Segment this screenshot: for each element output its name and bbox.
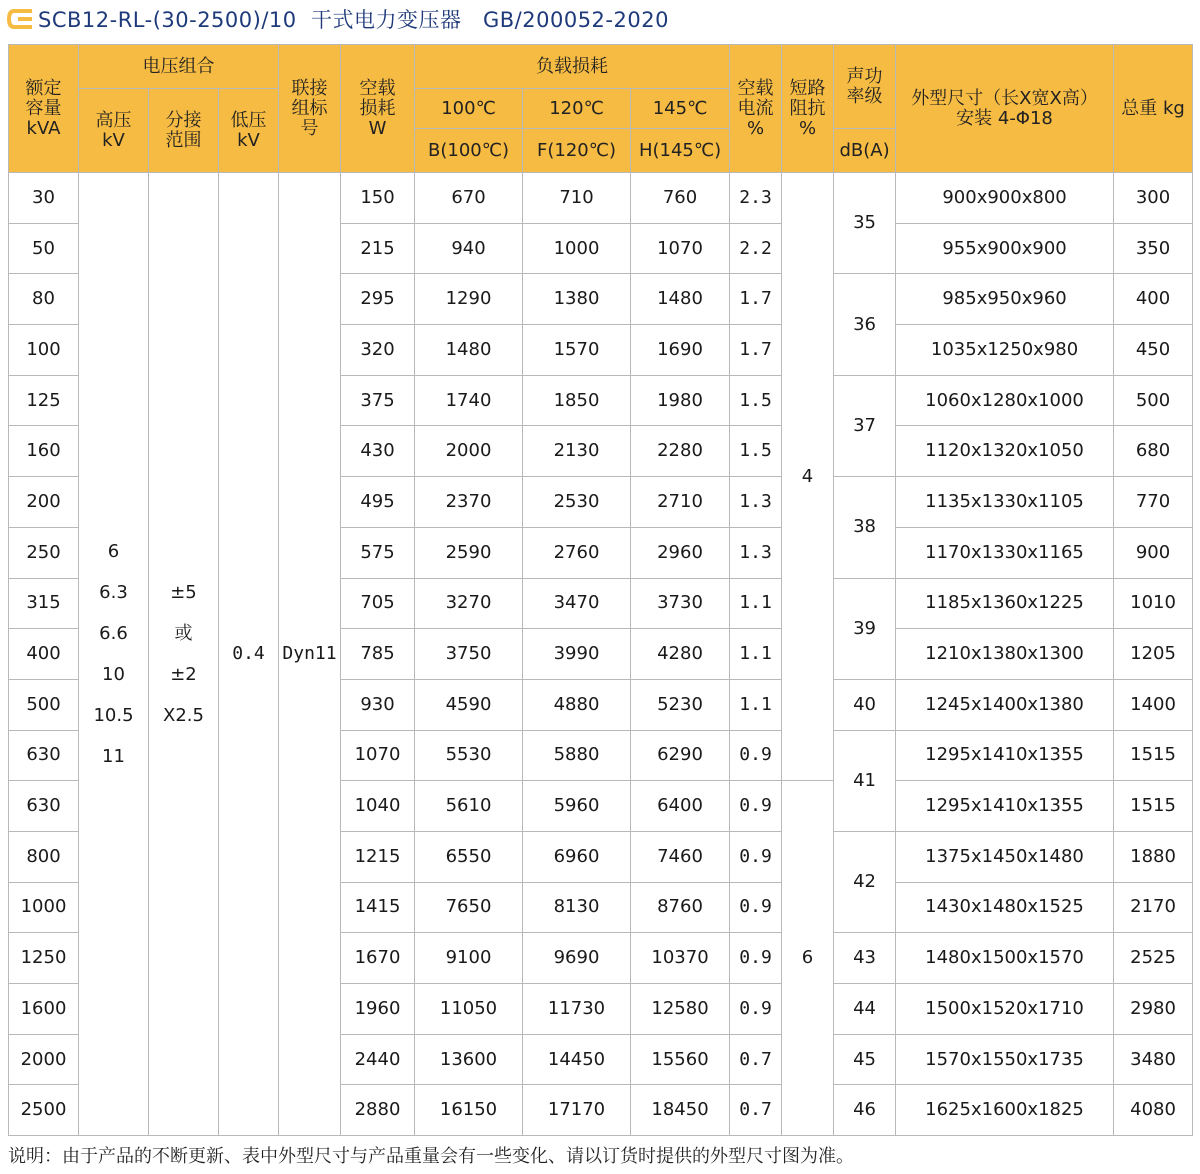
tap-range-cell-line: ±2: [170, 664, 197, 686]
tap-range-cell-line: 或: [174, 623, 193, 645]
load-loss-f-cell: 8130: [523, 882, 631, 933]
no-load-loss-cell: 1215: [341, 831, 415, 882]
hv-values-cell: [79, 173, 149, 1136]
load-loss-h-cell: 12580: [631, 984, 730, 1035]
weight-cell: 900: [1114, 527, 1193, 578]
capacity-cell: 50: [9, 223, 79, 274]
dimensions-cell: 985x950x960: [896, 274, 1114, 325]
sound-level-cell: 43: [834, 933, 896, 984]
header-sound-unit: dB(A): [834, 129, 896, 173]
load-loss-f-cell: 1570: [523, 325, 631, 376]
no-load-loss-cell: 150: [341, 173, 415, 224]
header-temp-100: 100℃: [415, 89, 523, 129]
weight-cell: 350: [1114, 223, 1193, 274]
no-load-loss-cell: 495: [341, 477, 415, 528]
load-loss-f-cell: 3990: [523, 629, 631, 680]
capacity-cell: 2500: [9, 1085, 79, 1136]
no-load-loss-cell: 1070: [341, 730, 415, 781]
capacity-cell: 630: [9, 781, 79, 832]
load-loss-h-cell: 2280: [631, 426, 730, 477]
dimensions-cell: 1135x1330x1105: [896, 477, 1114, 528]
header-tap-range: 分接 范围: [149, 89, 219, 173]
no-load-loss-cell: 785: [341, 629, 415, 680]
sound-level-cell: 37: [834, 375, 896, 476]
load-loss-b-cell: 9100: [415, 933, 523, 984]
header-class-f: F(120℃): [523, 129, 631, 173]
no-load-current-cell: 1.7: [730, 325, 782, 376]
impedance-cell: 4: [782, 173, 834, 781]
no-load-current-cell: 1.3: [730, 527, 782, 578]
load-loss-b-cell: 2590: [415, 527, 523, 578]
tap-range-cell: [149, 173, 219, 1136]
no-load-current-cell: 1.1: [730, 679, 782, 730]
header-no-load-loss: 空载 损耗 W: [341, 45, 415, 173]
load-loss-b-cell: 670: [415, 173, 523, 224]
header-load-loss: 负载损耗: [415, 45, 730, 89]
lv-value-cell: 0.4: [219, 173, 279, 1136]
no-load-current-cell: 0.9: [730, 730, 782, 781]
capacity-cell: 1250: [9, 933, 79, 984]
weight-cell: 1515: [1114, 781, 1193, 832]
load-loss-f-cell: 710: [523, 173, 631, 224]
impedance-cell: 6: [782, 781, 834, 1136]
load-loss-h-cell: 6290: [631, 730, 730, 781]
load-loss-f-cell: 1380: [523, 274, 631, 325]
load-loss-f-cell: 9690: [523, 933, 631, 984]
sound-level-cell: 36: [834, 274, 896, 375]
no-load-loss-cell: 295: [341, 274, 415, 325]
load-loss-b-cell: 1290: [415, 274, 523, 325]
load-loss-f-cell: 14450: [523, 1034, 631, 1085]
no-load-loss-cell: 575: [341, 527, 415, 578]
no-load-current-cell: 0.9: [730, 984, 782, 1035]
no-load-current-cell: 0.9: [730, 831, 782, 882]
load-loss-b-cell: 5530: [415, 730, 523, 781]
load-loss-h-cell: 5230: [631, 679, 730, 730]
capacity-cell: 100: [9, 325, 79, 376]
no-load-loss-cell: 1960: [341, 984, 415, 1035]
footnote: 说明：由于产品的不断更新、表中外型尺寸与产品重量会有一些变化、请以订货时提供的外型尺寸图为准。: [8, 1146, 854, 1167]
dimensions-cell: 1570x1550x1735: [896, 1034, 1114, 1085]
load-loss-b-cell: 1740: [415, 375, 523, 426]
dimensions-cell: 1500x1520x1710: [896, 984, 1114, 1035]
hv-values-cell-line: 10: [102, 664, 125, 686]
no-load-current-cell: 1.1: [730, 578, 782, 629]
header-class-h: H(145℃): [631, 129, 730, 173]
load-loss-b-cell: 16150: [415, 1085, 523, 1136]
sound-level-cell: 39: [834, 578, 896, 679]
dimensions-cell: 1430x1480x1525: [896, 882, 1114, 933]
table-body: [9, 173, 1193, 1136]
load-loss-b-cell: 11050: [415, 984, 523, 1035]
capacity-cell: 500: [9, 679, 79, 730]
tap-range-cell-line: ±5: [170, 582, 197, 604]
weight-cell: 1400: [1114, 679, 1193, 730]
load-loss-h-cell: 8760: [631, 882, 730, 933]
no-load-loss-cell: 930: [341, 679, 415, 730]
load-loss-b-cell: 6550: [415, 831, 523, 882]
weight-cell: 1515: [1114, 730, 1193, 781]
sound-level-cell: 40: [834, 679, 896, 730]
sound-level-cell: 45: [834, 1034, 896, 1085]
weight-cell: 4080: [1114, 1085, 1193, 1136]
weight-cell: 1010: [1114, 578, 1193, 629]
weight-cell: 3480: [1114, 1034, 1193, 1085]
no-load-current-cell: 0.7: [730, 1034, 782, 1085]
header-temp-120: 120℃: [523, 89, 631, 129]
capacity-cell: 315: [9, 578, 79, 629]
capacity-cell: 400: [9, 629, 79, 680]
connection-cell: Dyn11: [279, 173, 341, 1136]
load-loss-f-cell: 4880: [523, 679, 631, 730]
hv-values-cell-line: 6: [107, 541, 120, 563]
dimensions-cell: 1210x1380x1300: [896, 629, 1114, 680]
no-load-current-cell: 1.5: [730, 375, 782, 426]
dimensions-cell: 1375x1450x1480: [896, 831, 1114, 882]
load-loss-h-cell: 4280: [631, 629, 730, 680]
dimensions-cell: 955x900x900: [896, 223, 1114, 274]
no-load-loss-cell: 1415: [341, 882, 415, 933]
weight-cell: 680: [1114, 426, 1193, 477]
load-loss-f-cell: 2130: [523, 426, 631, 477]
no-load-current-cell: 1.5: [730, 426, 782, 477]
no-load-loss-cell: 1040: [341, 781, 415, 832]
load-loss-h-cell: 10370: [631, 933, 730, 984]
load-loss-h-cell: 1690: [631, 325, 730, 376]
capacity-cell: 1000: [9, 882, 79, 933]
load-loss-h-cell: 1980: [631, 375, 730, 426]
no-load-loss-cell: 2440: [341, 1034, 415, 1085]
sound-level-cell: 42: [834, 831, 896, 932]
load-loss-b-cell: 3750: [415, 629, 523, 680]
load-loss-b-cell: 7650: [415, 882, 523, 933]
load-loss-h-cell: 15560: [631, 1034, 730, 1085]
load-loss-b-cell: 3270: [415, 578, 523, 629]
dimensions-cell: 1295x1410x1355: [896, 781, 1114, 832]
load-loss-f-cell: 6960: [523, 831, 631, 882]
load-loss-f-cell: 11730: [523, 984, 631, 1035]
load-loss-h-cell: 1480: [631, 274, 730, 325]
weight-cell: 770: [1114, 477, 1193, 528]
weight-cell: 450: [1114, 325, 1193, 376]
no-load-current-cell: 0.9: [730, 781, 782, 832]
no-load-loss-cell: 375: [341, 375, 415, 426]
hv-values-cell-line: 10.5: [93, 705, 134, 727]
header-sound-level: 声功 率级: [834, 45, 896, 129]
load-loss-h-cell: 1070: [631, 223, 730, 274]
load-loss-f-cell: 5960: [523, 781, 631, 832]
weight-cell: 300: [1114, 173, 1193, 224]
header-hv: 高压 kV: [79, 89, 149, 173]
capacity-cell: 250: [9, 527, 79, 578]
capacity-cell: 30: [9, 173, 79, 224]
header-lv: 低压 kV: [219, 89, 279, 173]
dimensions-cell: 1120x1320x1050: [896, 426, 1114, 477]
weight-cell: 2170: [1114, 882, 1193, 933]
weight-cell: 400: [1114, 274, 1193, 325]
load-loss-h-cell: 2960: [631, 527, 730, 578]
load-loss-h-cell: 3730: [631, 578, 730, 629]
load-loss-b-cell: 2000: [415, 426, 523, 477]
capacity-cell: 125: [9, 375, 79, 426]
sound-level-cell: 35: [834, 173, 896, 274]
capacity-cell: 1600: [9, 984, 79, 1035]
weight-cell: 1880: [1114, 831, 1193, 882]
hv-values-cell-line: 6.6: [99, 623, 128, 645]
page-title: SCB12-RL-(30-2500)/10 干式电力变压器 GB/200052-2020: [38, 8, 669, 32]
load-loss-b-cell: 5610: [415, 781, 523, 832]
no-load-loss-cell: 705: [341, 578, 415, 629]
hv-values-cell-line: 11: [102, 746, 125, 768]
capacity-cell: 630: [9, 730, 79, 781]
no-load-current-cell: 1.3: [730, 477, 782, 528]
hv-values-cell-line: 6.3: [99, 582, 128, 604]
no-load-loss-cell: 320: [341, 325, 415, 376]
sound-level-cell: 38: [834, 477, 896, 578]
capacity-cell: 800: [9, 831, 79, 882]
header-temp-145: 145℃: [631, 89, 730, 129]
header-dimensions: 外型尺寸（长X宽X高） 安装 4-Φ18: [896, 45, 1114, 173]
load-loss-f-cell: 2760: [523, 527, 631, 578]
header-short-circuit-impedance: 短路 阻抗 %: [782, 45, 834, 173]
capacity-cell: 2000: [9, 1034, 79, 1085]
dimensions-cell: 1245x1400x1380: [896, 679, 1114, 730]
capacity-cell: 80: [9, 274, 79, 325]
load-loss-f-cell: 17170: [523, 1085, 631, 1136]
no-load-current-cell: 2.3: [730, 173, 782, 224]
bracket-logo-icon: [6, 8, 36, 30]
load-loss-b-cell: 13600: [415, 1034, 523, 1085]
no-load-current-cell: 0.9: [730, 882, 782, 933]
dimensions-cell: 1060x1280x1000: [896, 375, 1114, 426]
load-loss-f-cell: 3470: [523, 578, 631, 629]
dimensions-cell: 900x900x800: [896, 173, 1114, 224]
dimensions-cell: 1625x1600x1825: [896, 1085, 1114, 1136]
load-loss-h-cell: 7460: [631, 831, 730, 882]
weight-cell: 500: [1114, 375, 1193, 426]
no-load-loss-cell: 430: [341, 426, 415, 477]
header-weight: 总重 kg: [1114, 45, 1193, 173]
header-voltage-group: 电压组合: [79, 45, 279, 89]
dimensions-cell: 1185x1360x1225: [896, 578, 1114, 629]
load-loss-h-cell: 18450: [631, 1085, 730, 1136]
title-bar: [6, 2, 669, 36]
load-loss-h-cell: 2710: [631, 477, 730, 528]
load-loss-b-cell: 940: [415, 223, 523, 274]
capacity-cell: 160: [9, 426, 79, 477]
dimensions-cell: 1035x1250x980: [896, 325, 1114, 376]
load-loss-f-cell: 5880: [523, 730, 631, 781]
dimensions-cell: 1480x1500x1570: [896, 933, 1114, 984]
weight-cell: 2980: [1114, 984, 1193, 1035]
capacity-cell: 200: [9, 477, 79, 528]
no-load-loss-cell: 215: [341, 223, 415, 274]
load-loss-b-cell: 4590: [415, 679, 523, 730]
load-loss-f-cell: 1000: [523, 223, 631, 274]
header-class-b: B(100℃): [415, 129, 523, 173]
load-loss-h-cell: 6400: [631, 781, 730, 832]
no-load-current-cell: 0.7: [730, 1085, 782, 1136]
load-loss-b-cell: 1480: [415, 325, 523, 376]
header-connection: 联接 组标 号: [279, 45, 341, 173]
sound-level-cell: 46: [834, 1085, 896, 1136]
spec-table: [8, 44, 1193, 1136]
sound-level-cell: 41: [834, 730, 896, 831]
no-load-current-cell: 1.1: [730, 629, 782, 680]
weight-cell: 2525: [1114, 933, 1193, 984]
tap-range-cell-line: X2.5: [163, 705, 204, 727]
load-loss-h-cell: 760: [631, 173, 730, 224]
load-loss-f-cell: 2530: [523, 477, 631, 528]
no-load-loss-cell: 2880: [341, 1085, 415, 1136]
header-capacity: 额定 容量 kVA: [9, 45, 79, 173]
weight-cell: 1205: [1114, 629, 1193, 680]
load-loss-b-cell: 2370: [415, 477, 523, 528]
table-row: [9, 173, 1193, 224]
load-loss-f-cell: 1850: [523, 375, 631, 426]
no-load-loss-cell: 1670: [341, 933, 415, 984]
sound-level-cell: 44: [834, 984, 896, 1035]
no-load-current-cell: 0.9: [730, 933, 782, 984]
dimensions-cell: 1295x1410x1355: [896, 730, 1114, 781]
dimensions-cell: 1170x1330x1165: [896, 527, 1114, 578]
header-no-load-current: 空载 电流 %: [730, 45, 782, 173]
no-load-current-cell: 1.7: [730, 274, 782, 325]
no-load-current-cell: 2.2: [730, 223, 782, 274]
